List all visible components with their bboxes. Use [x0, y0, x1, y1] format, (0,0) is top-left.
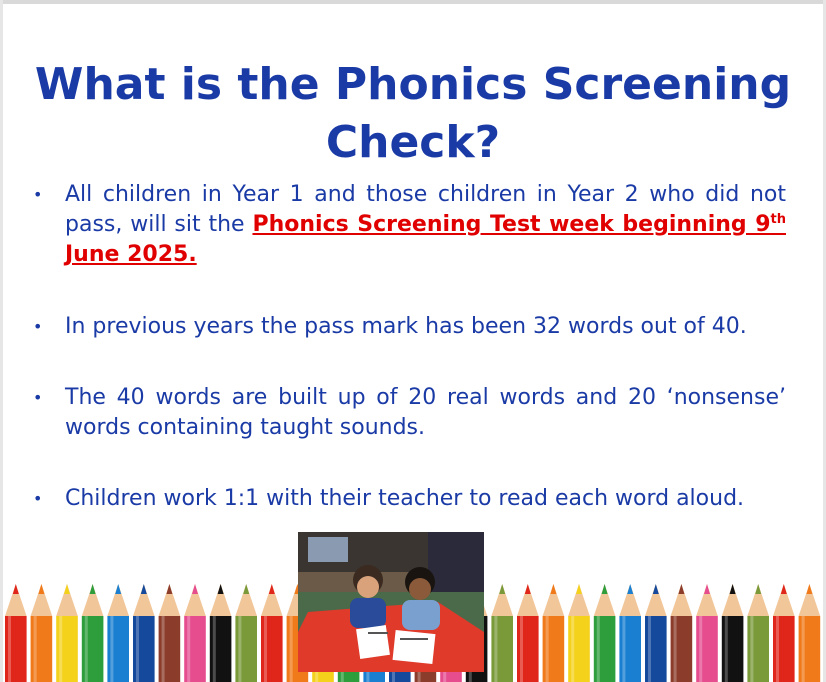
pencil [619, 584, 641, 682]
pencil [645, 584, 667, 682]
test-date-text: Phonics Screening Test week beginning 9 [252, 212, 771, 237]
pencil [184, 584, 206, 682]
pencil [31, 584, 53, 682]
bullet-marker: • [33, 489, 43, 508]
pencil [799, 584, 821, 682]
bullet-text: All children in Year 1 and those children in Year 2 who did not pass, will sit the [65, 182, 786, 237]
pencil [491, 584, 513, 682]
slide-title: What is the Phonics Screening Check? [34, 59, 792, 168]
test-date-month: June 2025. [65, 242, 197, 267]
bullet-text: The 40 words are built up of 20 real words and 20 ‘nonsense’ words containing taught sounds. [65, 385, 786, 440]
bullet-item [30, 312, 786, 342]
children-reading-photo [298, 532, 484, 672]
pencil [543, 584, 565, 682]
bullet-text: Children work 1:1 with their teacher to read each word aloud. [65, 486, 745, 511]
pencil [696, 584, 718, 682]
pencil [517, 584, 539, 682]
pencil [159, 584, 181, 682]
slide-top-border [0, 0, 826, 4]
pencil [5, 584, 27, 682]
bullet-text: In previous years the pass mark has been 32 words out of 40. [65, 314, 747, 339]
pencil [568, 584, 590, 682]
pencil [261, 584, 283, 682]
pencil [722, 584, 744, 682]
pencil [56, 584, 78, 682]
pencil [594, 584, 616, 682]
pencil [773, 584, 795, 682]
pencil [107, 584, 129, 682]
bullet-item [30, 383, 786, 443]
bullet-marker: • [33, 317, 43, 336]
ordinal-suffix: th [770, 212, 786, 227]
pencil [210, 584, 232, 682]
pencil [671, 584, 693, 682]
pencil [82, 584, 104, 682]
bullet-item [30, 180, 786, 270]
pencil [747, 584, 769, 682]
bullet-marker: • [33, 185, 43, 204]
pencil [133, 584, 155, 682]
bullet-list [30, 180, 786, 514]
bullet-marker: • [33, 388, 43, 407]
bullet-item [30, 484, 786, 514]
pencil [235, 584, 257, 682]
